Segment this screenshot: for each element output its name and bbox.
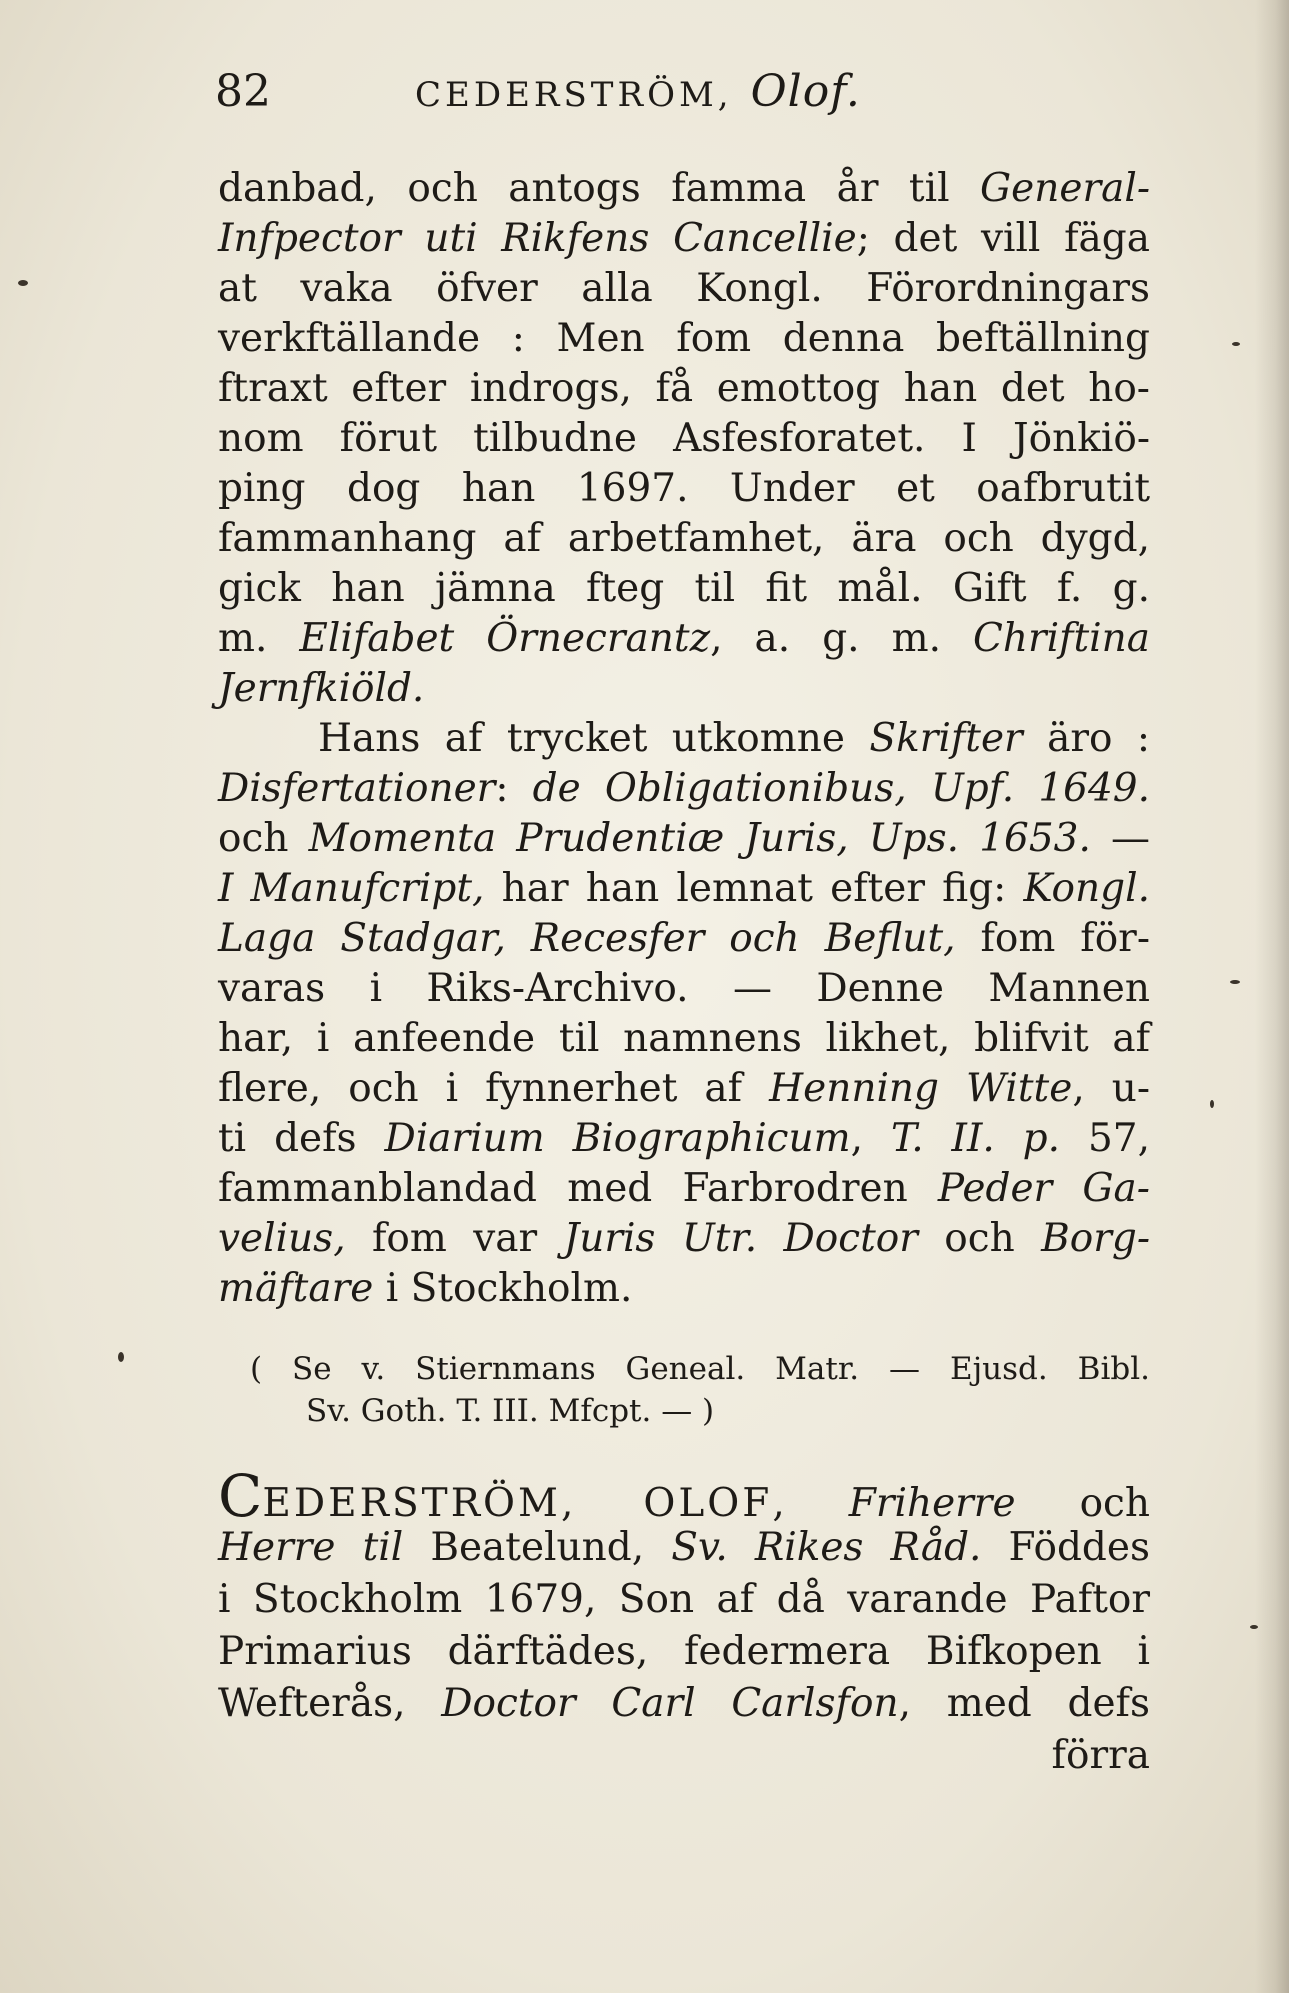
body_lines-line bbox=[218, 714, 1150, 764]
body_lines-line bbox=[218, 464, 1150, 514]
body_lines-segment: nom förut tilbudne Asfesforatet. I Jönkiö- bbox=[218, 416, 1150, 461]
body_lines-segment: Laga Stadgar, Recesfer och Beflut, bbox=[218, 916, 956, 961]
entry_lines-line bbox=[218, 1462, 1151, 1530]
body_lines-segment: Skrifter bbox=[869, 716, 1023, 761]
body_lines-segment: gick han jämna fteg til fit mål. Gift f. g. bbox=[218, 566, 1150, 611]
body_lines-segment: Chriftina bbox=[972, 616, 1151, 661]
body_lines-segment: , a. g. m. bbox=[710, 616, 973, 661]
body_lines-line bbox=[218, 414, 1150, 464]
note-line: ( Se v. Stiernmans Geneal. Matr. — Ejusd. Bibl. bbox=[250, 1351, 1150, 1387]
body_lines-line bbox=[218, 364, 1150, 414]
body_lines-segment: i Stockholm. bbox=[373, 1266, 633, 1311]
body_lines-segment: 57, bbox=[1060, 1116, 1150, 1161]
body_lines-line bbox=[218, 1214, 1150, 1264]
body_lines-segment: de Obligationibus, Upf. 1649. bbox=[532, 766, 1150, 811]
body_lines-segment: T. II. p. bbox=[890, 1116, 1061, 1161]
body_lines-segment: och bbox=[917, 1216, 1042, 1261]
body_lines-segment: fom för- bbox=[955, 916, 1150, 961]
body_lines-segment: velius, bbox=[218, 1216, 346, 1261]
note-line: Sv. Goth. T. III. Mfcpt. — ) bbox=[306, 1393, 715, 1429]
body_lines-segment: : bbox=[495, 766, 533, 811]
entry_lines-segment: Primarius därftädes, federmera Bifkopen i bbox=[218, 1629, 1150, 1674]
entry_lines-segment: Beatelund, bbox=[403, 1525, 672, 1570]
running-head-given-name: Olof. bbox=[750, 66, 861, 117]
body_lines-line bbox=[218, 764, 1150, 814]
next-entry bbox=[218, 1462, 1151, 1782]
entry_lines-segment: Herre til bbox=[218, 1525, 404, 1570]
body_lines-segment: äro : bbox=[1022, 716, 1151, 761]
entry_lines-line bbox=[218, 1522, 1150, 1574]
entry_lines-segment: EDERSTRÖM, O bbox=[262, 1481, 679, 1526]
body_lines-segment: Henning Witte bbox=[769, 1066, 1073, 1111]
body_lines-segment: Hans af trycket utkomne bbox=[318, 716, 870, 761]
body_lines-segment: och bbox=[218, 816, 309, 861]
body_lines-line bbox=[218, 1064, 1150, 1114]
body_lines-line bbox=[218, 1014, 1150, 1064]
body_lines-segment: flere, och i fynnerhet af bbox=[218, 1066, 770, 1111]
body_lines-line bbox=[218, 564, 1150, 614]
page-edge-shadow bbox=[1255, 0, 1289, 1993]
entry_lines-line bbox=[218, 1678, 1150, 1730]
body_lines-segment: , bbox=[850, 1116, 891, 1161]
body_lines-segment: Diarium Biographicum bbox=[384, 1116, 851, 1161]
entry_lines-segment: Doctor Carl Carlsfon bbox=[441, 1681, 899, 1726]
body_lines-segment: ; det vill fäga bbox=[856, 216, 1150, 261]
body_lines-line bbox=[218, 264, 1150, 314]
body_lines-segment: Kongl. bbox=[1023, 866, 1150, 911]
body_lines-line bbox=[218, 814, 1150, 864]
body_lines-segment: har han lemnat efter fig: bbox=[484, 866, 1024, 911]
entry_lines-segment: i Stockholm 1679, Son af då varande Paftor bbox=[218, 1577, 1150, 1622]
page-header bbox=[215, 64, 975, 120]
body_lines-line bbox=[218, 214, 1150, 264]
entry_lines-segment: LOF bbox=[678, 1481, 773, 1526]
body_lines-line bbox=[218, 964, 1150, 1014]
running-head bbox=[415, 64, 861, 123]
body_lines-line bbox=[218, 1164, 1150, 1214]
entry_lines-line bbox=[218, 1574, 1150, 1626]
entry_lines-segment: , med defs bbox=[898, 1681, 1150, 1726]
body_lines-line bbox=[218, 614, 1150, 664]
body_lines-segment: har, i anfeende til namnens likhet, blifvit af bbox=[218, 1016, 1150, 1061]
body_lines-segment: ftraxt efter indrogs, få emottog han det ho- bbox=[218, 366, 1150, 411]
entry_lines-segment: och bbox=[1015, 1481, 1151, 1526]
body_lines-segment: General- bbox=[980, 166, 1150, 211]
body_lines-line bbox=[218, 314, 1150, 364]
body_lines-line bbox=[218, 164, 1150, 214]
body_lines-line bbox=[218, 914, 1150, 964]
running-head-name: CEDERSTRÖM, bbox=[415, 75, 733, 115]
entry_lines-segment: Sv. Rikes Råd. bbox=[671, 1525, 982, 1570]
body_lines-segment: ti defs bbox=[218, 1116, 385, 1161]
catchword: förra bbox=[1051, 1733, 1150, 1778]
body_lines-segment: m. bbox=[218, 616, 300, 661]
body_lines-segment: danbad, och antogs famma år til bbox=[218, 166, 981, 211]
entry_lines-segment: Wefterås, bbox=[218, 1681, 442, 1726]
body_lines-segment: Juris Utr. Doctor bbox=[563, 1216, 918, 1261]
entry_lines-segment: Friherre bbox=[848, 1481, 1016, 1526]
body_lines-segment: fammanhang af arbetfamhet, ära och dygd, bbox=[218, 516, 1150, 561]
body_lines-line bbox=[218, 1264, 1150, 1314]
main-text-block bbox=[218, 164, 1150, 1314]
body_lines-segment: Borg- bbox=[1041, 1216, 1151, 1261]
body_lines-segment: ping dog han 1697. Under et oafbrutit bbox=[218, 466, 1150, 511]
body_lines-segment: Jernfkiöld. bbox=[218, 666, 425, 711]
body_lines-line bbox=[218, 664, 1150, 714]
body_lines-segment: Momenta Prudentiæ Juris, Ups. 1653. bbox=[308, 816, 1091, 861]
body_lines-segment: I Manufcript, bbox=[218, 866, 485, 911]
body_lines-segment: , u- bbox=[1072, 1066, 1151, 1111]
entry_lines-line bbox=[218, 1626, 1150, 1678]
body_lines-segment: Peder Ga- bbox=[937, 1166, 1150, 1211]
body_lines-segment: Infpector uti Rikfens Cancellie bbox=[218, 216, 857, 261]
entry_lines-segment: , bbox=[772, 1481, 849, 1526]
reference-note bbox=[250, 1348, 1150, 1432]
body_lines-line bbox=[218, 514, 1150, 564]
body_lines-segment: mäftare bbox=[218, 1266, 374, 1311]
body_lines-line bbox=[218, 864, 1150, 914]
body_lines-segment: varas i Riks-Archivo. — Denne Mannen bbox=[218, 966, 1150, 1011]
entry_lines-segment: C bbox=[218, 1462, 263, 1530]
body_lines-segment: fom var bbox=[345, 1216, 564, 1261]
entry_lines-segment: Föddes bbox=[981, 1525, 1150, 1570]
body_lines-segment: fammanblandad med Farbrodren bbox=[218, 1166, 938, 1211]
body_lines-line bbox=[218, 1114, 1150, 1164]
body_lines-segment: — bbox=[1090, 816, 1150, 861]
body_lines-segment: at vaka öfver alla Kongl. Förordningars bbox=[218, 266, 1150, 311]
page-number: 82 bbox=[215, 66, 271, 117]
body_lines-segment: Elifabet Örnecrantz bbox=[299, 616, 711, 661]
body_lines-segment: Disfertationer bbox=[218, 766, 496, 811]
body_lines-segment: verkftällande : Men fom denna beftällning bbox=[218, 316, 1150, 361]
